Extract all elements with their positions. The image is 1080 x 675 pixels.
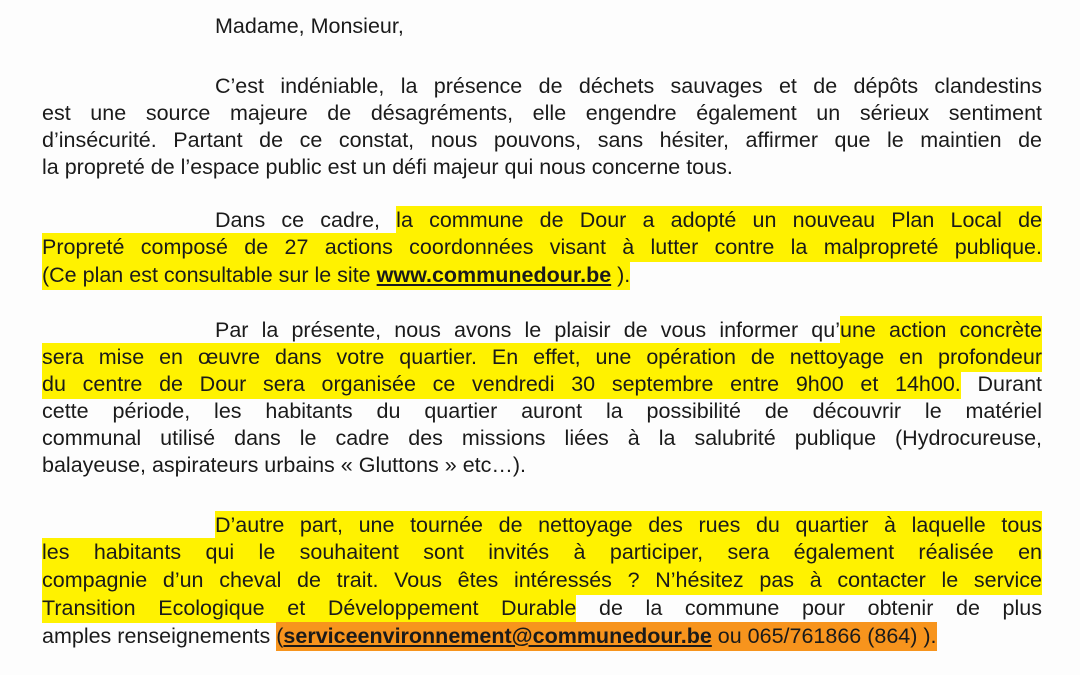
- email-link[interactable]: serviceenvironnement@communedour.be: [283, 624, 712, 648]
- p3-highlight-2: sera mise en œuvre dans votre quartier. En effet, une opération de nettoyage en profondeur: [42, 343, 1042, 372]
- p4-line-2: [42, 538, 1042, 566]
- p3-line-2: [42, 343, 1042, 371]
- p4-rest: de la commune pour obtenir de plus: [576, 596, 1042, 620]
- p3-highlight-1: une action concrète: [840, 316, 1042, 345]
- p1-line-1: C’est indéniable, la présence de déchets sauvages et de dépôts clandestins: [215, 74, 1042, 98]
- p3-line-6: balayeuse, aspirateurs urbains « Gluttons » etc…).: [42, 453, 527, 477]
- phone-number: ou 065/761866 (864) ).: [711, 624, 937, 648]
- salutation: Madame, Monsieur,: [215, 14, 404, 38]
- p4-line-1: [215, 511, 1042, 539]
- contact-highlight: [276, 622, 936, 651]
- p2-highlight-2: Propreté composé de 27 actions coordonnées visant à lutter contre la malpropreté publique.: [42, 233, 1042, 262]
- p4-amples: amples renseignements: [42, 624, 277, 648]
- website-link[interactable]: www.communedour.be: [376, 263, 612, 287]
- p2-line-2: [42, 233, 1042, 261]
- p4-line-3: [42, 566, 1042, 594]
- p3-line-3: [42, 370, 1042, 398]
- p3-durant: Durant: [960, 372, 1042, 396]
- p1-line-3: d’insécurité. Partant de ce constat, nous pouvons, sans hésiter, affirmer que le maintien de: [42, 128, 1042, 152]
- p2-intro: Dans ce cadre,: [215, 208, 397, 232]
- p4-paren-open: (: [276, 624, 284, 648]
- p4-highlight-4: Transition Ecologique et Développement Durable: [42, 594, 576, 623]
- p2-highlight-1: la commune de Dour a adopté un nouveau Plan Local de: [396, 206, 1042, 235]
- p3-line-1: [215, 316, 1042, 344]
- p4-line-5: [42, 622, 937, 650]
- p2-line-1: [215, 206, 1042, 234]
- p2-site-text: (Ce plan est consultable sur le site: [42, 263, 377, 287]
- p1-line-2: est une source majeure de désagréments, elle engendre également un sérieux sentiment: [42, 101, 1042, 125]
- p3-line-5: communal utilisé dans le cadre des missions liées à la salubrité publique (Hydrocureuse,: [42, 426, 1042, 450]
- p4-highlight-3: compagnie d’un cheval de trait. Vous êtes intéressés ? N’hésitez pas à contacter le service: [42, 566, 1042, 595]
- p3-highlight-3: du centre de Dour sera organisée ce vendredi 30 septembre entre 9h00 et 14h00.: [42, 370, 961, 399]
- p2-highlight-3: [42, 261, 630, 290]
- p2-line-3: [42, 261, 630, 289]
- p4-line-4: [42, 594, 1042, 622]
- p4-highlight-1: D’autre part, une tournée de nettoyage des rues du quartier à laquelle tous: [215, 511, 1042, 540]
- p3-line-4: cette période, les habitants du quartier auront la possibilité de découvrir le matériel: [42, 399, 1042, 423]
- p1-line-4: la propreté de l’espace public est un défi majeur qui nous concerne tous.: [42, 155, 733, 179]
- p4-highlight-2: les habitants qui le souhaitent sont invités à participer, sera également réalisée en: [42, 538, 1042, 567]
- p2-site-close: ).: [611, 263, 631, 287]
- p3-intro: Par la présente, nous avons le plaisir de vous informer qu’: [215, 318, 841, 342]
